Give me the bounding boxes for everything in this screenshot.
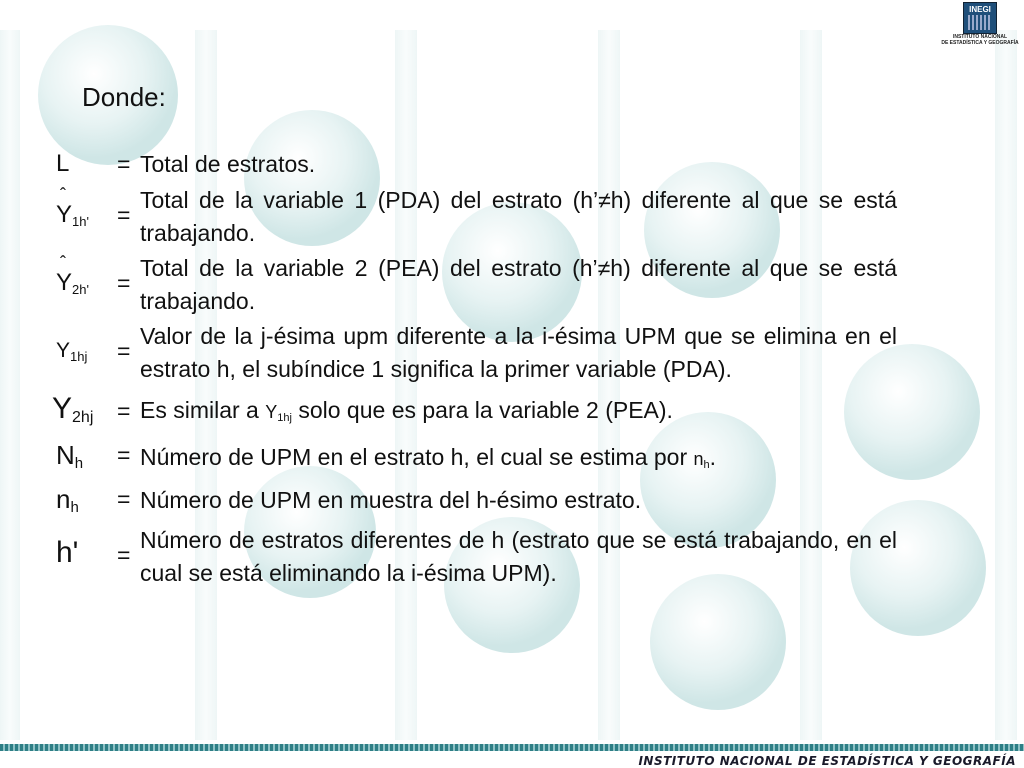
symbol-Y-1hj: $Y_{1hj}$ xyxy=(56,339,88,364)
inline-symbol-Y-1hj: $Y_{1hj}$ xyxy=(265,402,292,424)
logo-mark-text: INEGI xyxy=(969,5,991,14)
definition-text: Total de la variable 2 (PEA) del estrato (h’≠h) diferente al que se está trabajando. xyxy=(140,255,897,314)
equals-sign: = xyxy=(117,442,131,468)
symbol-L: L xyxy=(56,150,70,177)
definition-text: Valor de la j-ésima upm diferente a la i-ésima UPM que se elimina en el estrato h, el subíndice 1 significa la primer variable (PDA). xyxy=(140,323,897,382)
heading-donde: Donde: xyxy=(82,82,166,112)
inline-symbol-n-h: $n_h$ xyxy=(693,449,710,471)
equals-sign: = xyxy=(117,270,131,296)
logo-line1: INSTITUTO NACIONAL xyxy=(952,34,1008,40)
symbol-h-prime: h' xyxy=(56,536,79,569)
equals-sign: = xyxy=(117,486,131,512)
symbol-Y-hat-2h: ˆ $Y_{2h'}$ xyxy=(56,253,89,297)
definition-text: Número de UPM en muestra del h-ésimo estrato. xyxy=(140,487,642,513)
symbol-n-h: $n_h$ xyxy=(56,484,79,516)
logo-line2: DE ESTADÍSTICA Y GEOGRAFÍA xyxy=(941,40,1019,46)
equals-sign: = xyxy=(117,542,131,568)
equals-sign: = xyxy=(117,151,131,177)
inegi-logo xyxy=(940,2,1020,48)
definition-text: Número de UPM en el estrato h, el cual se estima por $n_h$. xyxy=(140,444,717,471)
definition-text: Es similar a $Y_{1hj}$ solo que es para la variable 2 (PEA). xyxy=(140,397,673,424)
footer-institution-name: INSTITUTO NACIONAL DE ESTADÍSTICA Y GEOGRAFÍA xyxy=(638,754,1016,768)
symbol-Y-hat-1h: ˆ $Y_{1h'}$ xyxy=(56,185,89,229)
equals-sign: = xyxy=(117,338,131,364)
symbol-N-h: $N_h$ xyxy=(56,440,84,472)
footer-stripe xyxy=(0,744,1024,751)
equals-sign: = xyxy=(117,398,131,424)
symbol-Y-2hj: $Y_{2hj}$ xyxy=(52,392,94,426)
definition-text: Total de estratos. xyxy=(140,151,316,177)
equals-sign: = xyxy=(117,202,131,228)
inegi-logo-mark xyxy=(963,2,997,34)
definition-text: Total de la variable 1 (PDA) del estrato (h’≠h) diferente al que se está trabajando. xyxy=(140,187,897,246)
definition-text: Número de estratos diferentes de h (estrato que se está trabajando, en el cual se está eliminando la i-ésima UPM). xyxy=(140,527,897,586)
